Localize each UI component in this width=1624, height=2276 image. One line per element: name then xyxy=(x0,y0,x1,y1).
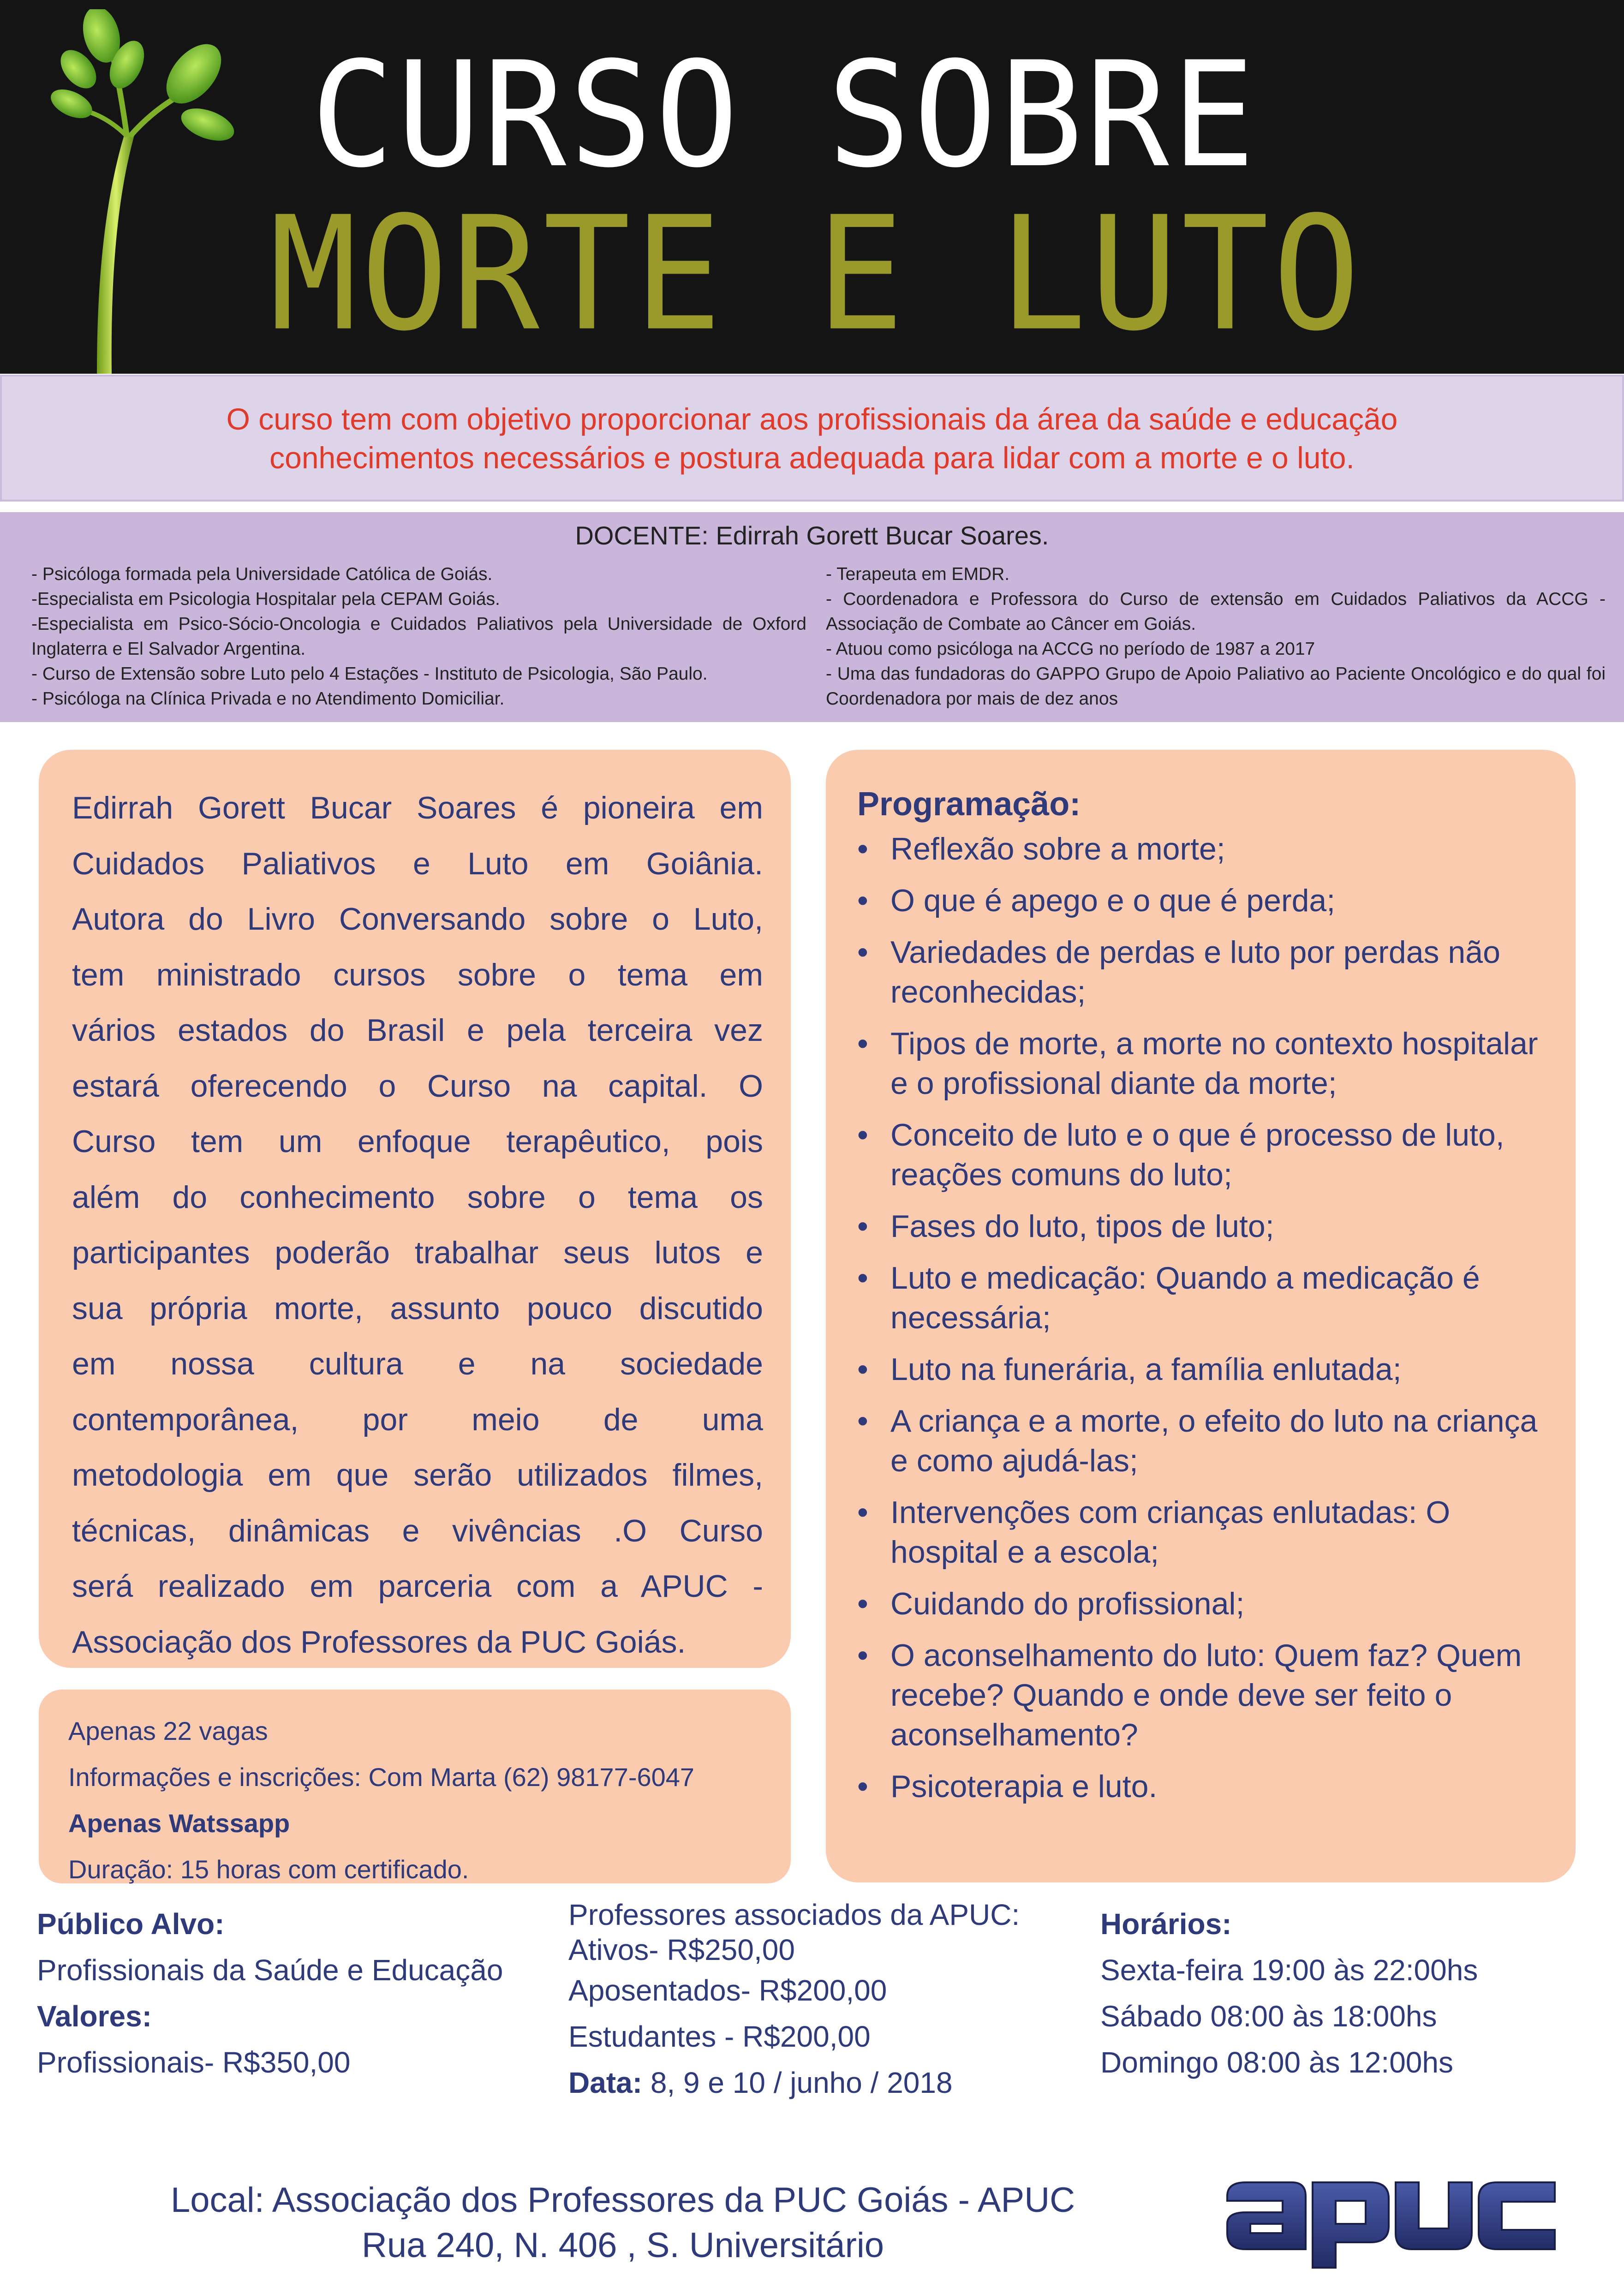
precos-column xyxy=(568,1897,1020,2106)
associados-label: Professores associados da APUC: xyxy=(568,1898,1020,1931)
bio-line: contemporânea, por meio de uma xyxy=(72,1402,763,1437)
objective-band xyxy=(0,375,1624,502)
bio-box xyxy=(39,750,791,1668)
credential-item: -Especialista em Psico-Sócio-Oncologia e Cuidados Paliativos pela Universidade de Oxford Inglaterra e El Salvador Argentina. xyxy=(31,614,806,659)
duracao-value: 15 horas com certificado. xyxy=(173,1855,469,1884)
bio-line: tem ministrado cursos sobre o tema em xyxy=(72,957,763,992)
programacao-item: • Fases do luto, tipos de luto; xyxy=(857,1207,1548,1246)
local-address xyxy=(0,2178,1246,2268)
publico-value: Profissionais da Saúde e Educação xyxy=(37,1953,503,1987)
apuc-logo xyxy=(1218,2168,1564,2270)
horario-sexta: Sexta-feira 19:00 às 22:00hs xyxy=(1100,1953,1478,1987)
preco-profissionais: Profissionais- R$350,00 xyxy=(37,2046,351,2079)
credential-item: -Especialista em Psicologia Hospitalar pela CEPAM Goiás. xyxy=(31,589,500,609)
objective-text xyxy=(227,400,1398,477)
bio-line: metodologia em que serão utilizados filmes, xyxy=(72,1458,763,1493)
docente-band xyxy=(0,512,1624,722)
bio-text xyxy=(72,780,763,1670)
title-line-1: CURSO SOBRE xyxy=(310,30,1258,200)
bio-line: estará oferecendo o Curso na capital. O xyxy=(72,1068,763,1104)
credential-item: - Psicóloga na Clínica Privada e no Atendimento Domiciliar. xyxy=(31,689,505,709)
duracao-label: Duração: xyxy=(68,1855,173,1884)
whatsapp-text xyxy=(68,1800,791,1846)
bio-line: técnicas, dinâmicas e vivências .O Curso xyxy=(72,1513,763,1548)
bio-line: vários estados do Brasil e pela terceira vez xyxy=(72,1013,763,1048)
bio-line: será realizado em parceria com a APUC - xyxy=(72,1569,763,1604)
data-label: Data: xyxy=(568,2066,643,2099)
credential-item: - Curso de Extensão sobre Luto pelo 4 Estações - Instituto de Psicologia, São Paulo. xyxy=(31,664,708,684)
horario-sabado: Sábado 08:00 às 18:00hs xyxy=(1100,2000,1437,2033)
programacao-item: • Luto e medicação: Quando a medicação é necessária; xyxy=(857,1258,1548,1338)
preco-ativos: Ativos- R$250,00 xyxy=(568,1933,795,1966)
bio-line: Edirrah Gorett Bucar Soares é pioneira em xyxy=(72,790,763,825)
vagas-text: Apenas 22 vagas xyxy=(68,1716,268,1745)
publico-heading: Público Alvo: xyxy=(37,1907,225,1941)
bio-line: sua própria morte, assunto pouco discutido xyxy=(72,1290,763,1326)
programacao-item: • Cuidando do profissional; xyxy=(857,1584,1548,1624)
programacao-item: • Luto na funerária, a família enlutada; xyxy=(857,1350,1548,1389)
credential-item: - Terapeuta em EMDR. xyxy=(826,564,1010,584)
preco-aposentados: Aposentados- R$200,00 xyxy=(568,1974,887,2007)
programacao-item: • Intervenções com crianças enlutadas: O hospital e a escola; xyxy=(857,1493,1548,1572)
data-value: 8, 9 e 10 / junho / 2018 xyxy=(642,2066,953,2099)
credential-item: - Psicóloga formada pela Universidade Católica de Goiás. xyxy=(31,564,493,584)
programacao-item: • O que é apego e o que é perda; xyxy=(857,881,1548,920)
bio-line: Autora do Livro Conversando sobre o Luto, xyxy=(72,902,763,937)
bio-line: Cuidados Paliativos e Luto em Goiânia. xyxy=(72,846,763,881)
header-banner xyxy=(0,0,1624,374)
programacao-item: • Psicoterapia e luto. xyxy=(857,1767,1548,1806)
duracao-text xyxy=(68,1846,791,1893)
local-line: Local: Associação dos Professores da PUC Goiás - APUC xyxy=(170,2180,1075,2220)
horario-domingo: Domingo 08:00 às 12:00hs xyxy=(1100,2046,1453,2079)
credential-item: - Coordenadora e Professora do Curso de extensão em Cuidados Paliativos da ACCG - Associação de Combate ao Câncer em Goiás. xyxy=(826,589,1606,634)
bio-line: além do conhecimento sobre o tema os xyxy=(72,1179,763,1215)
horarios-heading: Horários: xyxy=(1100,1907,1232,1941)
programacao-box xyxy=(826,750,1576,1882)
docente-credentials-left xyxy=(31,562,806,711)
valores-heading: Valores: xyxy=(37,2000,152,2033)
inscricoes-text: Informações e inscrições: Com Marta (62) 98177-6047 xyxy=(68,1762,695,1792)
programacao-item: • Reflexão sobre a morte; xyxy=(857,829,1548,869)
credential-item: - Uma das fundadoras do GAPPO Grupo de Apoio Paliativo ao Paciente Oncológico e do qual foi Coordenadora por mais de dez anos xyxy=(826,664,1606,709)
bio-line: participantes poderão trabalhar seus lutos e xyxy=(72,1235,763,1270)
title-line-2: MORTE E LUTO xyxy=(269,183,1364,366)
programacao-item: • Variedades de perdas e luto por perdas não reconhecidas; xyxy=(857,932,1548,1012)
bio-line: em nossa cultura e na sociedade xyxy=(72,1346,763,1381)
whatsapp-label: Apenas Watssapp xyxy=(68,1809,290,1838)
publico-valores-column xyxy=(37,1901,503,2085)
programacao-item: • O aconselhamento do luto: Quem faz? Quem recebe? Quando e onde deve ser feito o aconselhamento? xyxy=(857,1636,1548,1755)
programacao-heading: Programação: xyxy=(857,786,1081,823)
local-line: Rua 240, N. 406 , S. Universitário xyxy=(361,2226,884,2265)
programacao-item: • Conceito de luto e o que é processo de luto, reações comuns do luto; xyxy=(857,1115,1548,1195)
horarios-column xyxy=(1100,1901,1478,2085)
bio-line: Curso tem um enfoque terapêutico, pois xyxy=(72,1124,763,1159)
info-box xyxy=(39,1690,791,1883)
programacao-item: • Tipos de morte, a morte no contexto hospitalar e o profissional diante da morte; xyxy=(857,1024,1548,1103)
docente-title: DOCENTE: Edirrah Gorett Bucar Soares. xyxy=(575,521,1049,550)
preco-estudantes: Estudantes - R$200,00 xyxy=(568,2020,871,2053)
credential-item: - Atuou como psicóloga na ACCG no período de 1987 a 2017 xyxy=(826,639,1315,659)
programacao-item: • A criança e a morte, o efeito do luto na criança e como ajudá-las; xyxy=(857,1401,1548,1481)
bio-line: Associação dos Professores da PUC Goiás. xyxy=(72,1624,686,1660)
data-line xyxy=(568,2060,1020,2106)
objective-line: O curso tem com objetivo proporcionar aos profissionais da área da saúde e educação xyxy=(226,401,1398,436)
objective-line: conhecimentos necessários e postura adequada para lidar com a morte e o luto. xyxy=(269,440,1355,475)
docente-credentials-right xyxy=(826,562,1606,711)
programacao-list xyxy=(857,829,1548,1806)
